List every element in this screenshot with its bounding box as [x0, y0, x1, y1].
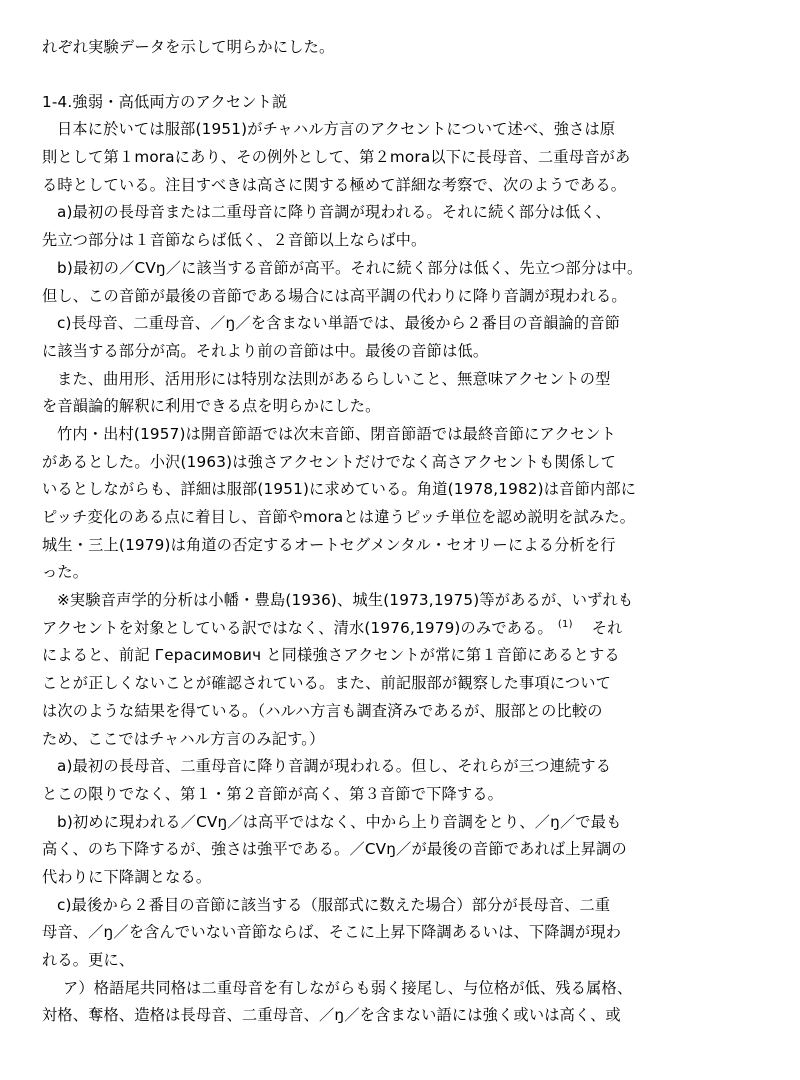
text-line: 城生・三上(1979)は角道の否定するオートセグメンタル・セオリーによる分析を行 — [42, 535, 616, 554]
text-line: った。 — [42, 563, 89, 582]
text-line-with-footnote — [42, 615, 760, 643]
text-line: 母音、／ŋ／を含んでいない音節ならば、そこに上昇下降調あるいは、下降調が現わ — [42, 923, 622, 942]
text-line: とこの限りでなく、第１・第２音節が高く、第３音節で下降する。 — [42, 784, 504, 803]
text-line: b)初めに現われる／CVŋ／は高平ではなく、中から上り音調をとり、／ŋ／で最も — [57, 812, 622, 831]
text-line: 則として第１moraにあり、その例外として、第２mora以下に長母音、二重母音があ — [42, 148, 631, 167]
footnote-marker: (1) — [557, 618, 573, 630]
text-line: また、曲用形、活用形には特別な法則があるらしいこと、無意味アクセントの型 — [57, 369, 611, 388]
text-line: は次のような結果を得ている。（ハルハ方言も調査済みであるが、服部との比較の — [42, 701, 603, 720]
text-line: る時としている。注目すべきは高さに関する極めて詳細な考察で、次のようである。 — [42, 175, 627, 194]
text-line: a)最初の長母音、二重母音に降り音調が現われる。但し、それらが三つ連続する — [57, 757, 612, 776]
text-line: ことが正しくないことが確認されている。また、前記服部が観察した事項について — [42, 674, 612, 693]
text-line: b)最初の／CVŋ／に該当する音節が高平。それに続く部分は低く、先立つ部分は中。 — [57, 258, 643, 277]
text-line: いるとしながらも、詳細は服部(1951)に求めている。角道(1978,1982)は音節内部に — [42, 480, 637, 499]
text-fragment: アクセントを対象としている訳ではなく、清水(1976,1979)のみである。 — [42, 618, 553, 637]
text-line: れる。更に、 — [42, 951, 135, 969]
text-fragment: それ — [591, 618, 623, 637]
text-line: を音韻論的解釈に利用できる点を明らかにした。 — [42, 397, 381, 416]
text-line: 但し、この音節が最後の音節である場合には高平調の代わりに降り音調が現われる。 — [42, 286, 627, 305]
text-line: 先立つ部分は１音節ならば低く、２音節以上ならば中。 — [42, 231, 427, 250]
text-line: 代わりに下降調となる。 — [42, 867, 212, 886]
text-line: 高く、のち下降するが、強さは強平である。／CVŋ／が最後の音節であれば上昇調の — [42, 840, 627, 859]
text-line: a)最初の長母音または二重母音に降り音調が現われる。それに続く部分は低く、 — [57, 203, 611, 222]
text-line: に該当する部分が高。それより前の音節は中。最後の音節は低。 — [42, 341, 489, 360]
text-line: c)長母音、二重母音、／ŋ／を含まない単語では、最後から２番目の音韻論的音節 — [57, 314, 621, 333]
text-line: があるとした。小沢(1963)は強さアクセントだけでなく高さアクセントも関係して — [42, 452, 616, 471]
text-line: ア）格語尾共同格は二重母音を有しながらも弱く接尾し、与位格が低、残る属格、 — [63, 978, 633, 997]
text-line: 日本に於いては服部(1951)がチャハル方言のアクセントについて述べ、強さは原 — [57, 120, 616, 139]
text-line: c)最後から２番目の音節に該当する（服部式に数えた場合）部分が長母音、二重 — [57, 895, 611, 914]
text-line: ピッチ変化のある点に着目し、音節やmoraとは違うピッチ単位を認め説明を試みた。 — [42, 508, 636, 526]
text-line: ※実験音声学的分析は小幡・豊島(1936)、城生(1973,1975)等があるが、いずれも — [57, 591, 634, 610]
text-line: によると、前記 Герасимович と同様強さアクセントが常に第１音節にあるとする — [42, 646, 620, 665]
text-line: ため、ここではチャハル方言のみ記す。） — [42, 729, 325, 748]
intro-line: れぞれ実験データを示して明らかにした。 — [42, 38, 335, 56]
text-line: 竹内・出村(1957)は開音節語では次末音節、閉音節語では最終音節にアクセント — [57, 424, 617, 443]
section-heading: 1-4.強弱・高低両方のアクセント説 — [42, 92, 288, 111]
text-line: 対格、奪格、造格は長母音、二重母音、／ŋ／を含まない語には強く或いは高く、或 — [42, 1006, 621, 1025]
